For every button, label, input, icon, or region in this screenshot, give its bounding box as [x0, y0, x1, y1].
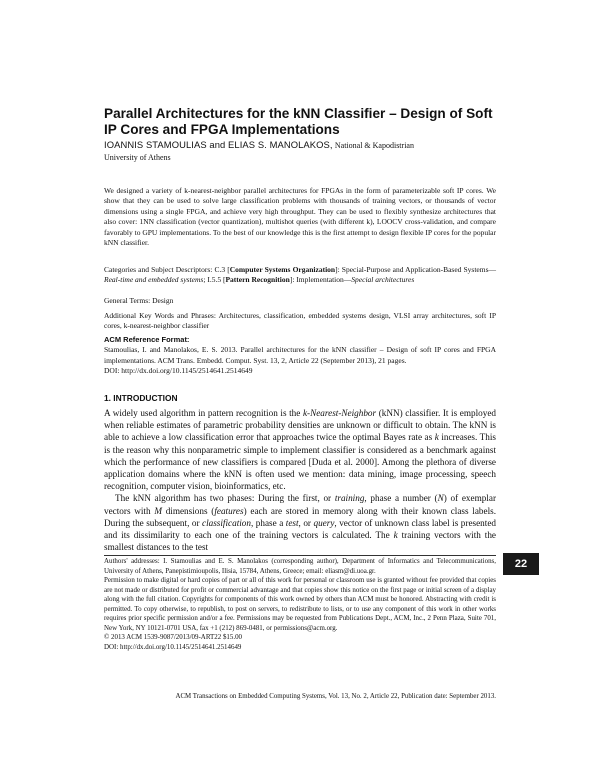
- article-number-tab: 22: [503, 553, 539, 575]
- journal-footer: ACM Transactions on Embedded Computing Systems, Vol. 13, No. 2, Article 22, Publication date: September 2013.: [175, 693, 496, 700]
- acm-reference-doi: DOI: http://dx.doi.org/10.1145/2514641.2514649: [104, 366, 253, 376]
- author-block: [104, 139, 504, 164]
- footnotes: [104, 557, 496, 652]
- acm-reference-heading: ACM Reference Format:: [104, 335, 190, 344]
- intro-paragraph-1: A widely used algorithm in pattern recognition is the k-Nearest-Neighbor (kNN) classifier. It is employed when reliable estimates of parametric probability densities are unknown or difficult to obtain. The kNN is able to achieve a low classification error that approaches twice the optimal Bayes rate as k increases. This is the reason why this nonparametric simple to implement classifier is considered as a benchmark against which the performance of new classifiers is compared [Duda et al. 2000]. Among the plethora of diverse application domains where the kNN is often used we mention: data mining, image processing, speech recognition, computer vision, bioinformatics, etc.: [104, 408, 497, 492]
- intro-paragraph-2: The kNN algorithm has two phases: During the first, or training, phase a number (N) of exemplar vectors with M dimensions (features) each are stored in memory along with their known class labels. During the subsequent, or classification, phase a test, or query, vector of unknown class label is presented and its dissimilarity to each one of the training vectors is calculated. The k training vectors with the smallest distances to the test: [104, 493, 496, 553]
- general-terms: General Terms: Design: [104, 296, 174, 305]
- section-heading: 1. INTRODUCTION: [104, 393, 178, 403]
- acm-reference-citation: Stamoulias, I. and Manolakos, E. S. 2013. Parallel architectures for the kNN classifier – Design of soft IP cores and FPGA implementations. ACM Trans. Embedd. Comput. Syst. 13, 2, Article 22 (September 2013), 21 pages.: [104, 345, 496, 365]
- paper-title: Parallel Architectures for the kNN Classifier – Design of Soft IP Cores and FPGA Implementations: [104, 106, 493, 137]
- abstract: We designed a variety of k-nearest-neighbor parallel architectures for FPGAs in the form of parameterizable soft IP cores. We show that they can be used to solve large classification problems with thousands of training vectors, or thousands of vector dimensions using a single FPGA, and achieve very high throughput. They can be used to flexibly synthesize architectures that also cover: 1NN classification (vector quantization), multishot queries (with different k), LOOCV cross-validation, and compare favorably to GPU implementations. To the best of our knowledge this is the first attempt to design flexible IP cores for the popular kNN classifier.: [104, 186, 496, 248]
- authors-addresses: Authors' addresses: I. Stamoulias and E. S. Manolakos (corresponding author), Department of Informatics and Telecommunications, University of Athens, Panepistimioupolis, Ilisia, 15784, Athens, Greece; email: eliasm@di.uoa.gr.: [104, 557, 496, 575]
- copyright-line: © 2013 ACM 1539-9087/2013/09-ART22 $15.00: [104, 633, 243, 641]
- keywords: Additional Key Words and Phrases: Architectures, classification, embedded systems design, VLSI array architectures, soft IP cores, k-nearest-neighbor classifier: [104, 311, 496, 331]
- footnote-divider: [104, 555, 496, 556]
- acm-reference: [104, 335, 496, 377]
- categories-descriptors: Categories and Subject Descriptors: C.3 [Computer Systems Organization]: Special-Purpose and Application-Based Systems—Real-time and embedded systems; I.5.5 [Pattern Recognition]: Implementation—Special architectures: [104, 265, 497, 285]
- permission-notice: Permission to make digital or hard copies of part or all of this work for personal or classroom use is granted without fee provided that copies are not made or distributed for profit or commercial advantage and that copies show this notice on the first page or initial screen of a display along with the full citation. Copyrights for components of this work owned by others than ACM must be honored. Abstracting with credit is permitted. To copy otherwise, to republish, to post on servers, to redistribute to lists, or to use any component of this work in other works requires prior specific permission and/or a fee. Permissions may be requested from Publications Dept., ACM, Inc., 2 Penn Plaza, Suite 701, New York, NY 10121-0701 USA, fax +1 (212) 869-0481, or permissions@acm.org.: [104, 576, 496, 632]
- introduction-body: [104, 407, 496, 553]
- affiliation-line-1: National & Kapodistrian: [334, 141, 414, 150]
- author-names: IOANNIS STAMOULIAS and ELIAS S. MANOLAKOS,: [104, 139, 333, 150]
- footnote-doi: DOI: http://dx.doi.org/10.1145/2514641.2514649: [104, 642, 242, 651]
- affiliation-line-2: University of Athens: [104, 153, 171, 162]
